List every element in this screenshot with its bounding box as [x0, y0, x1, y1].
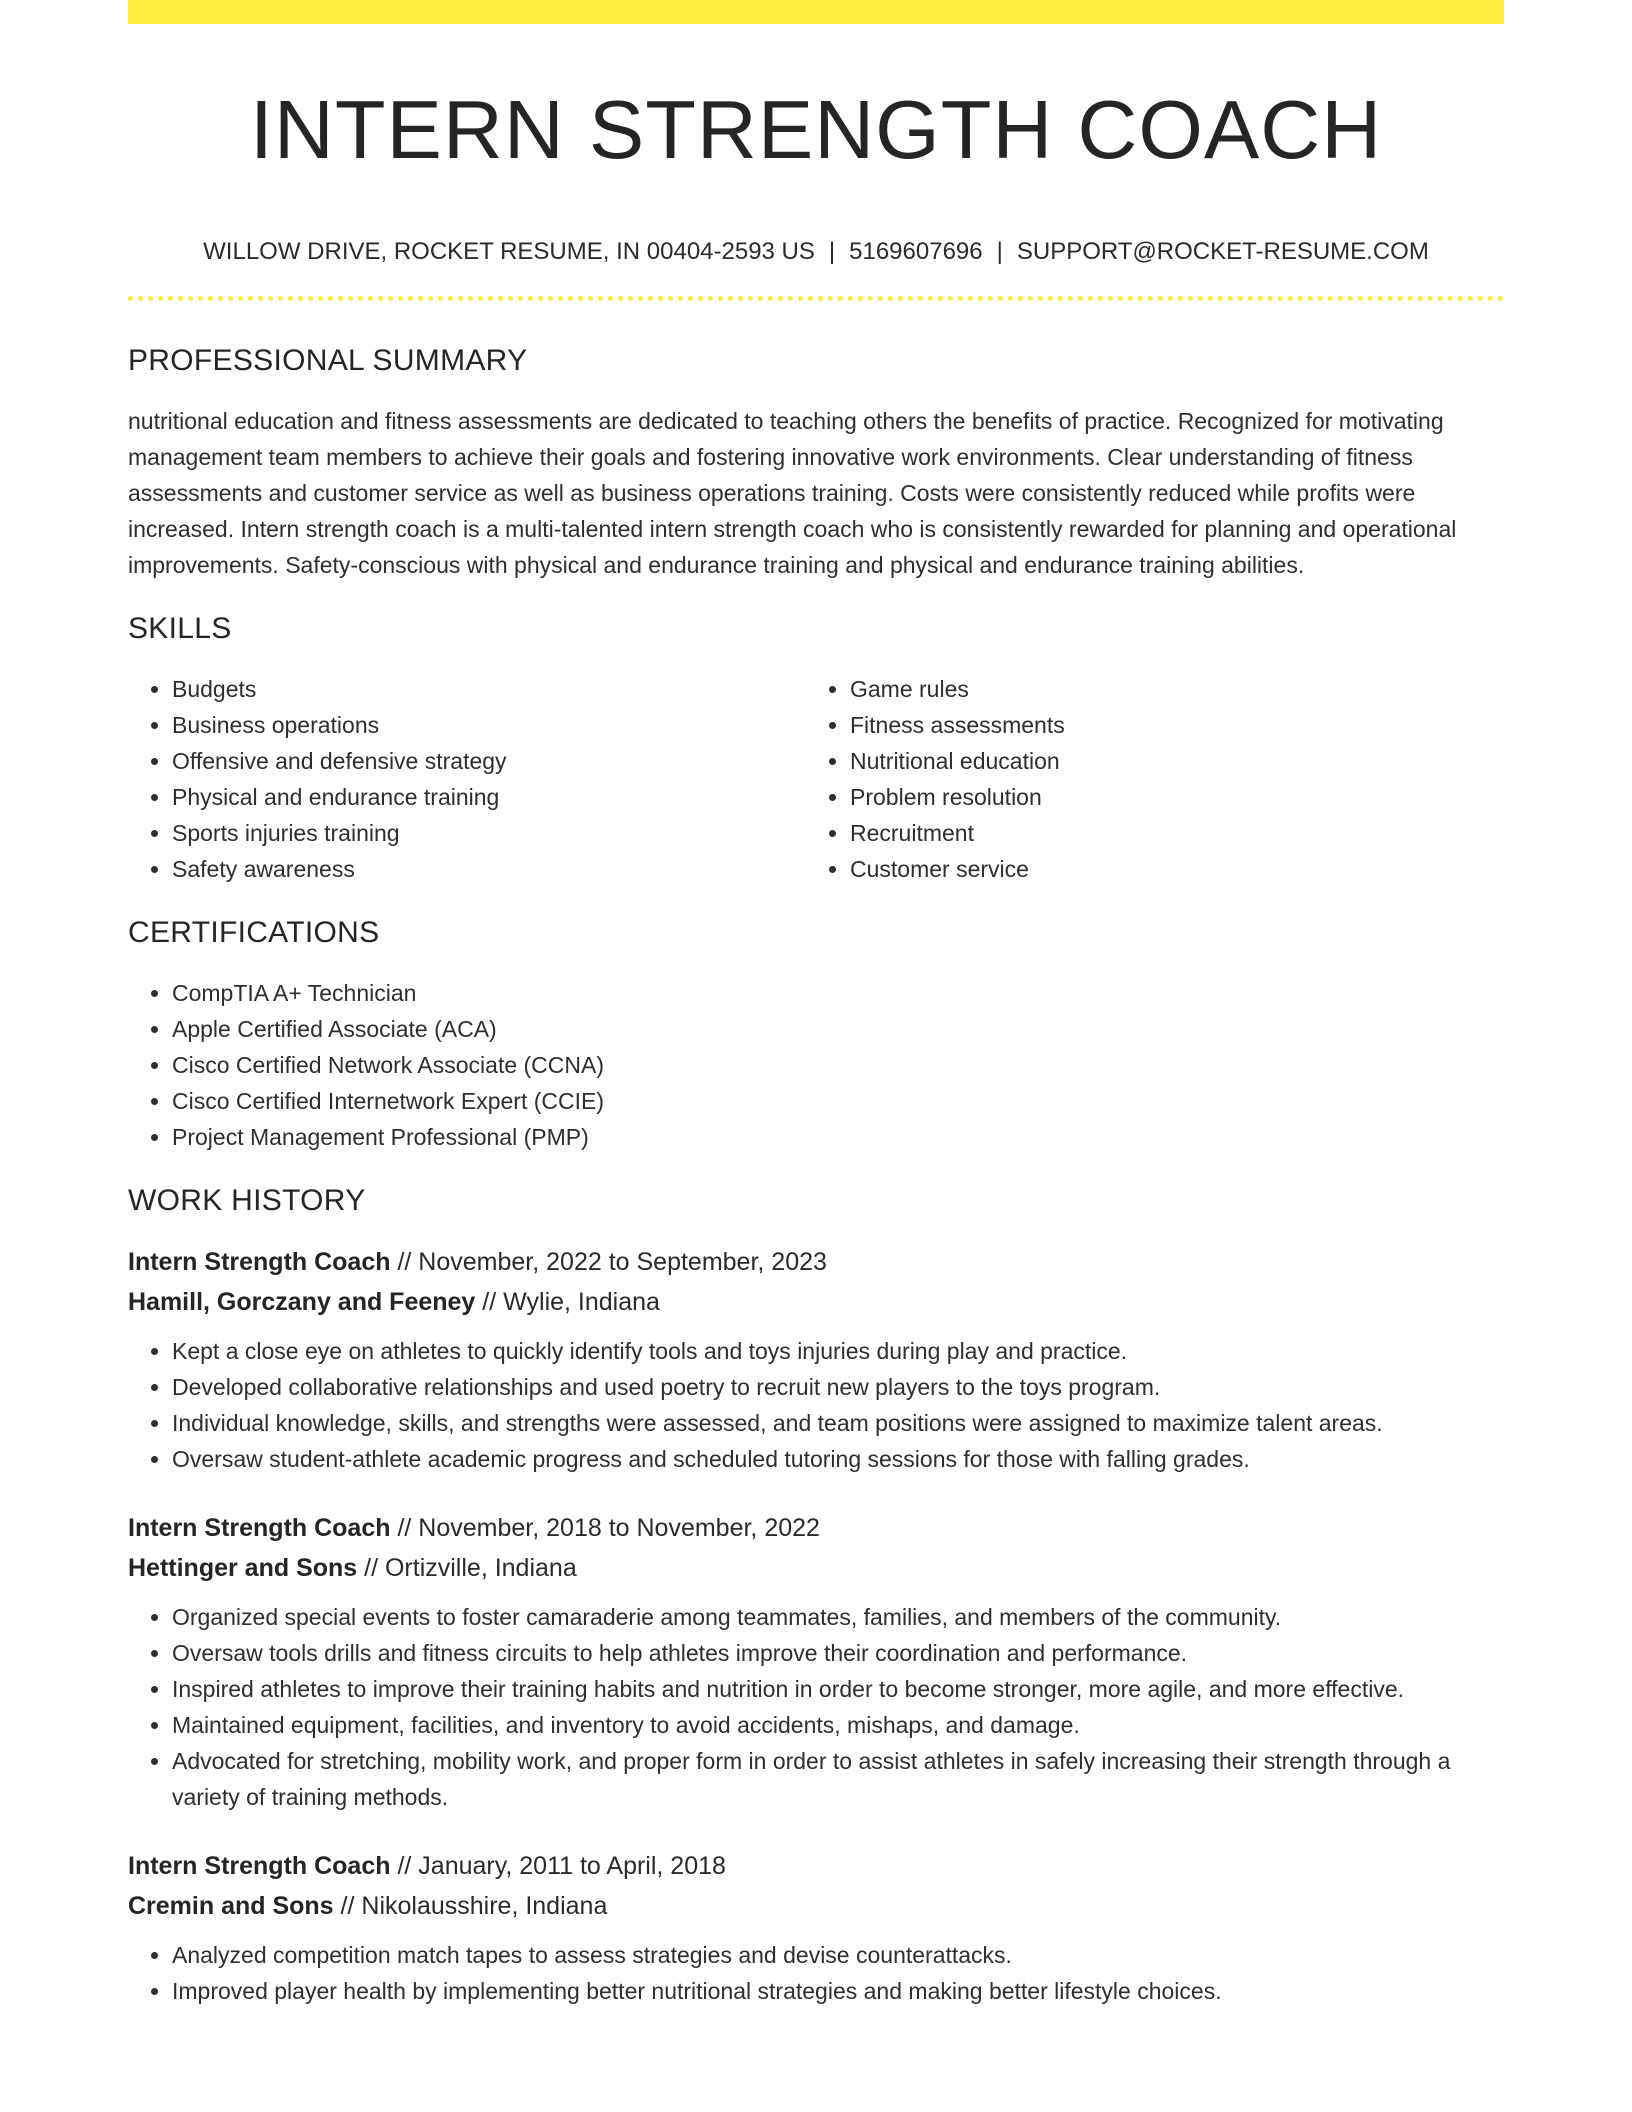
skills-list-right: [806, 671, 1484, 887]
job-location: // Nikolausshire, Indiana: [340, 1892, 608, 1920]
job-title: Intern Strength Coach: [128, 1852, 391, 1880]
skill-item: • Nutritional education: [850, 743, 1484, 779]
skill-item: • Business operations: [172, 707, 806, 743]
skill-item: • Game rules: [850, 671, 1484, 707]
job-company: Hettinger and Sons: [128, 1554, 358, 1582]
skill-item: • Fitness assessments: [850, 707, 1484, 743]
job-bullet: • Advocated for stretching, mobility work, and proper form in order to assist athletes in safely increasing their strength through a variety of training methods.: [172, 1743, 1504, 1815]
skill-item: • Budgets: [172, 671, 806, 707]
skill-item: • Offensive and defensive strategy: [172, 743, 806, 779]
certification-item: • CompTIA A+ Technician: [172, 975, 1504, 1011]
job-bullet-list: [128, 1937, 1504, 2009]
job-title: Intern Strength Coach: [128, 1514, 391, 1542]
contact-email: SUPPORT@ROCKET-RESUME.COM: [1016, 238, 1429, 265]
certification-item: • Project Management Professional (PMP): [172, 1119, 1504, 1155]
job-dates: // November, 2022 to September, 2023: [397, 1248, 827, 1276]
job-bullet: • Individual knowledge, skills, and strengths were assessed, and team positions were assigned to maximize talent areas.: [172, 1405, 1504, 1441]
job-title-line: [128, 1509, 1504, 1547]
job-company-line: [128, 1283, 1504, 1321]
skills-columns: [128, 671, 1504, 887]
job-title-line: [128, 1243, 1504, 1281]
certification-item: • Cisco Certified Network Associate (CCNA): [172, 1047, 1504, 1083]
job-bullet: • Analyzed competition match tapes to assess strategies and devise counterattacks.: [172, 1937, 1504, 1973]
resume-name: INTERN STRENGTH COACH: [249, 83, 1383, 176]
contact-phone: 5169607696: [849, 238, 983, 265]
job-bullet-list: [128, 1599, 1504, 1815]
job-bullet-list: [128, 1333, 1504, 1477]
contact-separator: |: [996, 238, 1003, 265]
job-entry: [128, 1243, 1504, 1477]
skill-item: • Sports injuries training: [172, 815, 806, 851]
skill-item: • Problem resolution: [850, 779, 1484, 815]
contact-separator: |: [828, 238, 836, 265]
job-bullet: • Oversaw tools drills and fitness circuits to help athletes improve their coordination and performance.: [172, 1635, 1504, 1671]
job-entry: [128, 1847, 1504, 2009]
skills-column-left: [128, 671, 806, 887]
skill-item: • Safety awareness: [172, 851, 806, 887]
skills-list-left: [128, 671, 806, 887]
summary-heading: PROFESSIONAL SUMMARY: [128, 344, 528, 377]
certification-item: • Cisco Certified Internetwork Expert (CCIE): [172, 1083, 1504, 1119]
job-company: Hamill, Gorczany and Feeney: [128, 1288, 476, 1316]
skill-item: • Recruitment: [850, 815, 1484, 851]
certifications-heading: CERTIFICATIONS: [128, 916, 380, 949]
job-company-line: [128, 1887, 1504, 1925]
job-bullet: • Inspired athletes to improve their training habits and nutrition in order to become stronger, more agile, and more effective.: [172, 1671, 1504, 1707]
certification-item: • Apple Certified Associate (ACA): [172, 1011, 1504, 1047]
job-bullet: • Kept a close eye on athletes to quickly identify tools and toys injuries during play and practice.: [172, 1333, 1504, 1369]
job-bullet: • Developed collaborative relationships and used poetry to recruit new players to the toys program.: [172, 1369, 1504, 1405]
skills-heading: SKILLS: [128, 612, 232, 645]
skill-item: • Customer service: [850, 851, 1484, 887]
dotted-divider: [128, 296, 1504, 301]
job-company: Cremin and Sons: [128, 1892, 334, 1920]
job-bullet: • Organized special events to foster camaraderie among teammates, families, and members of the community.: [172, 1599, 1504, 1635]
skills-column-right: [806, 671, 1484, 887]
skill-item: • Physical and endurance training: [172, 779, 806, 815]
work-history-heading: WORK HISTORY: [128, 1184, 366, 1217]
job-title-line: [128, 1847, 1504, 1885]
certifications-list: [128, 975, 1504, 1155]
job-bullet: • Oversaw student-athlete academic progress and scheduled tutoring sessions for those with falling grades.: [172, 1441, 1504, 1477]
contact-line: [128, 236, 1504, 268]
summary-text: nutritional education and fitness assessments are dedicated to teaching others the benefits of practice. Recognized for motivating management team members to achieve their goals and fostering innovative work environments. Clear understanding of fitness assessments and customer service as well as business operations training. Costs were consistently reduced while profits were increased. Intern strength coach is a multi-talented intern strength coach who is consistently rewarded for planning and operational improvements. Safety-conscious with physical and endurance training and physical and endurance training abilities.: [128, 408, 1457, 578]
job-company-line: [128, 1549, 1504, 1587]
resume-content: [128, 0, 1504, 2009]
job-dates: // November, 2018 to November, 2022: [397, 1514, 820, 1542]
contact-address: WILLOW DRIVE, ROCKET RESUME, IN 00404-2593 US: [203, 238, 815, 265]
job-dates: // January, 2011 to April, 2018: [397, 1852, 726, 1880]
job-entry: [128, 1509, 1504, 1815]
job-title: Intern Strength Coach: [128, 1248, 391, 1276]
job-bullet: • Maintained equipment, facilities, and inventory to avoid accidents, mishaps, and damage.: [172, 1707, 1504, 1743]
job-location: // Wylie, Indiana: [482, 1288, 660, 1316]
job-location: // Ortizville, Indiana: [364, 1554, 577, 1582]
job-bullet: • Improved player health by implementing better nutritional strategies and making better lifestyle choices.: [172, 1973, 1504, 2009]
